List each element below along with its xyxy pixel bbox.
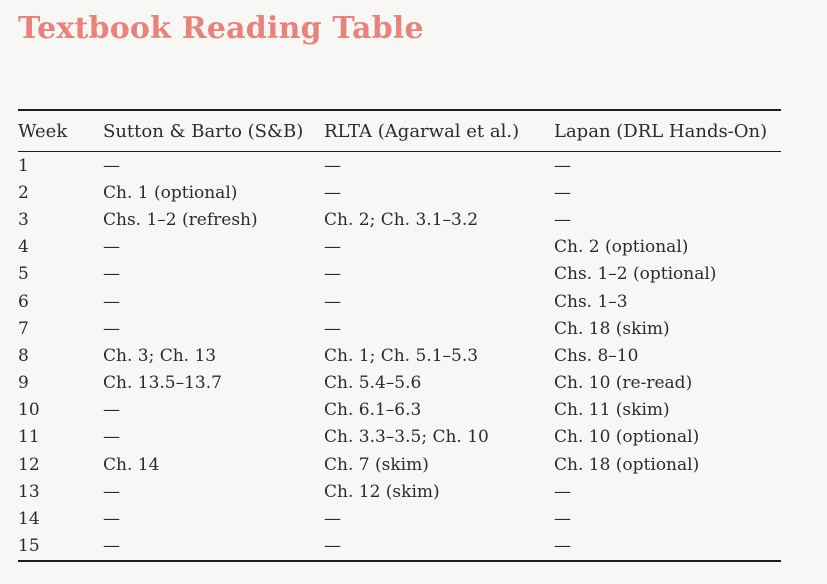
week-cell: 8 [18,345,29,366]
table-bottom-rule [18,560,781,562]
column-header-rlta: RLTA (Agarwal et al.) [324,120,520,142]
sutton-barto-cell: — [103,400,120,421]
table-row-week-3 [18,206,781,233]
sutton-barto-cell: — [103,155,120,176]
rlta-cell: Ch. 7 (skim) [324,454,429,475]
week-cell: 6 [18,291,29,312]
week-cell: 4 [18,237,29,258]
table-header-row [18,111,781,151]
week-cell: 11 [18,427,40,448]
column-header-sutton-barto: Sutton & Barto (S&B) [103,120,304,142]
sutton-barto-cell: Chs. 1–2 (refresh) [103,209,258,230]
sutton-barto-cell: — [103,318,120,339]
sutton-barto-cell: — [103,509,120,530]
rlta-cell: Ch. 2; Ch. 3.1–3.2 [324,209,479,230]
column-header-lapan: Lapan (DRL Hands-On) [554,120,768,142]
week-cell: 12 [18,454,40,475]
rlta-cell: Ch. 3.3–3.5; Ch. 10 [324,427,489,448]
table-row-week-8 [18,342,781,369]
rlta-cell: Ch. 1; Ch. 5.1–5.3 [324,345,479,366]
week-cell: 14 [18,509,40,530]
sutton-barto-cell: Ch. 14 [103,454,160,475]
rlta-cell: Ch. 12 (skim) [324,481,440,502]
lapan-cell: Ch. 10 (re-read) [554,373,693,394]
lapan-cell: Ch. 11 (skim) [554,400,670,421]
table-row-week-5 [18,261,781,288]
week-cell: 1 [18,155,29,176]
rlta-cell: — [324,155,341,176]
week-cell: 2 [18,182,29,203]
lapan-cell: Chs. 1–3 [554,291,628,312]
table-row-week-15 [18,533,781,560]
sutton-barto-cell: Ch. 3; Ch. 13 [103,345,217,366]
table-row-week-1 [18,152,781,179]
table-row-week-14 [18,505,781,532]
sutton-barto-cell: — [103,536,120,557]
table-row-week-4 [18,234,781,261]
table-row-week-10 [18,397,781,424]
week-cell: 9 [18,373,29,394]
lapan-cell: Ch. 18 (optional) [554,454,700,475]
lapan-cell: Ch. 18 (skim) [554,318,670,339]
rlta-cell: Ch. 5.4–5.6 [324,373,422,394]
rlta-cell: Ch. 6.1–6.3 [324,400,422,421]
sutton-barto-cell: — [103,481,120,502]
table-row-week-9 [18,370,781,397]
week-cell: 13 [18,481,40,502]
sutton-barto-cell: — [103,291,120,312]
lapan-cell: — [554,481,571,502]
rlta-cell: — [324,318,341,339]
week-cell: 5 [18,264,29,285]
reading-table [18,109,781,562]
table-row-week-11 [18,424,781,451]
lapan-cell: Ch. 2 (optional) [554,237,689,258]
rlta-cell: — [324,509,341,530]
table-row-week-7 [18,315,781,342]
rlta-cell: — [324,264,341,285]
rlta-cell: — [324,237,341,258]
week-cell: 3 [18,209,29,230]
rlta-cell: — [324,182,341,203]
lapan-cell: — [554,182,571,203]
rlta-cell: — [324,536,341,557]
rlta-cell: — [324,291,341,312]
week-cell: 15 [18,536,40,557]
table-row-week-13 [18,478,781,505]
lapan-cell: Chs. 1–2 (optional) [554,264,717,285]
sutton-barto-cell: — [103,237,120,258]
lapan-cell: — [554,509,571,530]
sutton-barto-cell: — [103,264,120,285]
lapan-cell: — [554,155,571,176]
table-row-week-12 [18,451,781,478]
week-cell: 7 [18,318,29,339]
lapan-cell: — [554,209,571,230]
sutton-barto-cell: Ch. 13.5–13.7 [103,373,222,394]
table-row-week-2 [18,179,781,206]
lapan-cell: Ch. 10 (optional) [554,427,700,448]
lapan-cell: Chs. 8–10 [554,345,639,366]
table-body [18,152,781,560]
column-header-week: Week [18,120,68,142]
page-title: Textbook Reading Table [18,11,424,46]
week-cell: 10 [18,400,40,421]
sutton-barto-cell: — [103,427,120,448]
table-row-week-6 [18,288,781,315]
sutton-barto-cell: Ch. 1 (optional) [103,182,238,203]
lapan-cell: — [554,536,571,557]
